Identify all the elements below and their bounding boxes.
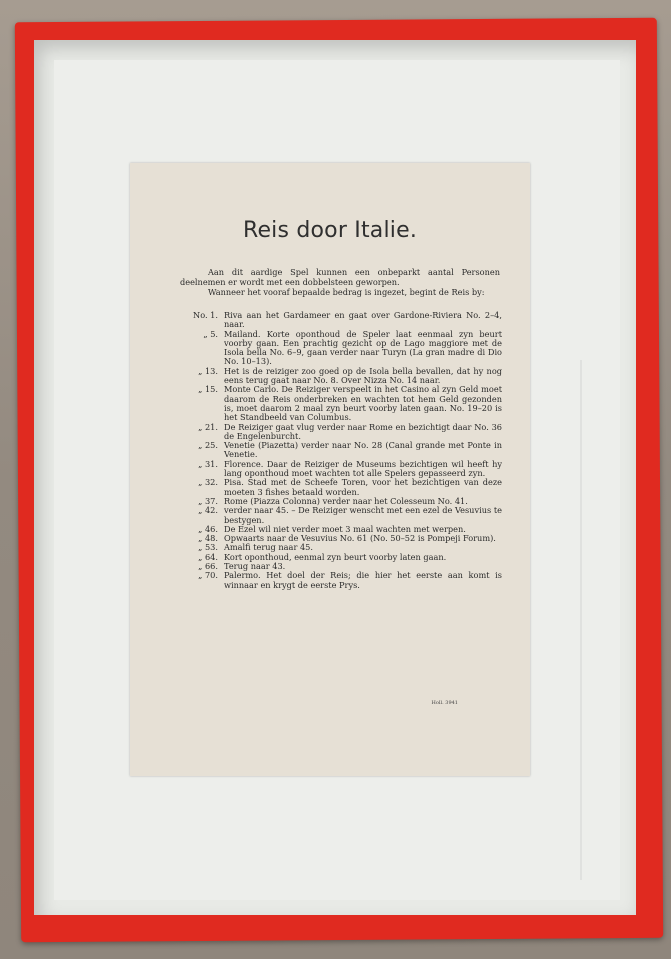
list-item-number: „ 66. <box>198 561 218 572</box>
list-item-text: Rome (Piazza Colonna) verder naar het Colesseum No. 41. <box>224 495 468 506</box>
list-item-text: De Reiziger gaat vlug verder naar Rome en bezichtigt daar No. 36 de Engelenburcht. <box>224 421 502 441</box>
list-item-number: „ 15. <box>198 384 218 395</box>
intro-paragraph-1: Aan dit aardige Spel kunnen een onbeparkt aantal Personen deelnemen er wordt met een dobbelsteen geworpen. <box>180 267 500 287</box>
list-item <box>182 460 502 479</box>
list-item-text: Palermo. Het doel der Reis; die hier het eerste aan komt is winnaar en krygt de eerste Prys. <box>224 570 502 590</box>
list-item <box>182 311 502 330</box>
list-item <box>182 385 502 422</box>
list-item <box>182 330 502 367</box>
list-item-text: Kort oponthoud, eenmal zyn beurt voorby laten gaan. <box>224 551 447 562</box>
list-item-text: Florence. Daar de Reiziger de Museums bezichtigen wil heeft hy lang oponthoud moet wachten tot alle Spelers gepasseerd zyn. <box>224 458 502 479</box>
list-item-text: verder naar 45. – De Reiziger wenscht met een ezel de Vesuvius te bestygen. <box>224 505 502 525</box>
intro-text <box>180 268 500 297</box>
print-code: Holl. 3941 <box>431 700 458 706</box>
intro-paragraph-2: Wanneer het vooraf bepaalde bedrag is ingezet, begint de Reis by: <box>208 286 485 297</box>
list-item-number: „ 32. <box>198 477 218 488</box>
list-item-number: „ 37. <box>198 495 218 506</box>
list-item <box>182 367 502 386</box>
list-item-number: „ 70. <box>198 570 218 581</box>
list-item-number: „ 21. <box>198 421 218 432</box>
list-item <box>182 571 502 590</box>
list-item-number: „ 48. <box>198 533 218 544</box>
list-item-number: „ 13. <box>198 365 218 376</box>
list-item-number: „ 53. <box>198 542 218 553</box>
list-item-number: „ 42. <box>198 505 218 516</box>
list-item-text: De Ezel wil niet verder moet 3 maal wachten met werpen. <box>224 523 466 534</box>
list-item-text: Venetie (Piazetta) verder naar No. 28 (Canal grande met Ponte in Venetie. <box>224 440 502 460</box>
list-item <box>182 506 502 525</box>
list-item-text: Amalfi terug naar 45. <box>224 542 313 553</box>
list-item-text: Mailand. Korte oponthoud de Speler laat eenmaal zyn beurt voorby gaan. Een prachtig gezicht op de Lago maggiore met de Isola bella No. 6–9, gaan verder naar Turyn (La gran madre di Dio No. 10–13). <box>224 328 502 367</box>
list-item-text: Pisa. Stad met de Scheefe Toren, voor het bezichtigen van deze moeten 3 fishes betaald worden. <box>224 477 502 497</box>
list-item-number: „ 5. <box>203 328 218 339</box>
list-item-text: Monte Carlo. De Reiziger verspeelt in het Casino al zyn Geld moet daarom de Reis onderbreken en wachten tot hem Geld gezonden is, moet daarom 2 maal zyn beurt voorby laten gaan. No. 19–20 is het Standbeeld van Columbus. <box>224 384 502 423</box>
list-item <box>182 478 502 497</box>
list-item-text: Terug naar 43. <box>224 561 286 572</box>
list-item <box>182 423 502 442</box>
list-item-number: „ 31. <box>198 458 218 469</box>
box-crease <box>580 360 582 880</box>
list-item-text: Het is de reiziger zoo goed op de Isola bella bevallen, dat hy nog eens terug gaat naar No. 8. Over Nizza No. 14 naar. <box>224 365 502 386</box>
list-item-number: „ 46. <box>198 523 218 534</box>
list-item <box>182 441 502 460</box>
sheet-title: Reis door Italie. <box>242 218 418 243</box>
rules-list <box>182 311 502 590</box>
list-item-text: Riva aan het Gardameer en gaat over Gardone-Riviera No. 2–4, naar. <box>224 310 502 330</box>
list-item-text: Opwaarts naar de Vesuvius No. 61 (No. 50–52 is Pompeji Forum). <box>224 533 496 544</box>
rules-sheet <box>130 163 530 776</box>
list-item-number: „ 64. <box>198 551 218 562</box>
list-item-number: „ 25. <box>198 440 218 451</box>
list-item-number: No. 1. <box>193 310 218 320</box>
